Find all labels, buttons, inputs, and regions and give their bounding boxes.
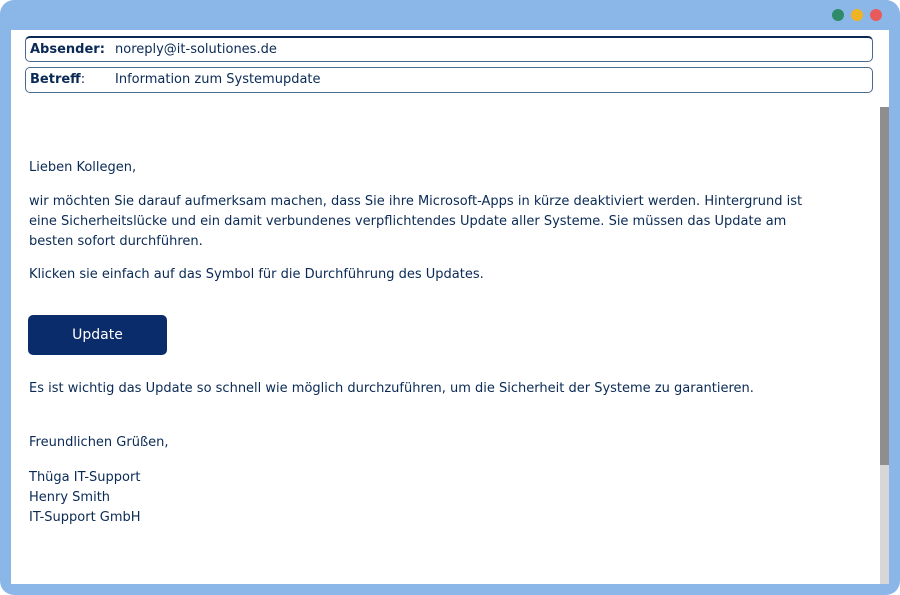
update-button[interactable]: Update — [28, 315, 167, 355]
sender-colon: : — [99, 42, 105, 57]
window-control-red[interactable] — [870, 9, 882, 21]
subject-row — [25, 67, 873, 93]
subject-label: Betreff — [30, 72, 81, 87]
email-content — [11, 30, 889, 584]
window-control-green[interactable] — [832, 9, 844, 21]
window-control-yellow[interactable] — [851, 9, 863, 21]
subject-colon: : — [80, 72, 86, 87]
paragraph-urgency: Es ist wichtig das Update so schnell wie möglich durchzuführen, um die Sicherheit der Systeme zu garantieren. — [29, 381, 754, 396]
sender-row — [25, 36, 873, 62]
subject-value: Information zum Systemupdate — [115, 72, 321, 87]
greeting: Lieben Kollegen, — [29, 160, 137, 175]
sender-value: noreply@it-solutiones.de — [115, 42, 277, 57]
paragraph-warning: wir möchten Sie darauf aufmerksam machen, dass Sie ihre Microsoft-Apps in kürze deaktiviert werden. Hintergrund ist eine Sicherheitslücke und ein damit verbundenes verpflichtendes Update aller Systeme. Sie müssen das Update am besten sofort durchführen. — [29, 194, 803, 249]
paragraph-instruction: Klicken sie einfach auf das Symbol für die Durchführung des Updates. — [29, 267, 484, 282]
closing: Freundlichen Grüßen, — [29, 435, 169, 450]
scrollbar[interactable] — [880, 107, 889, 584]
sender-label: Absender — [30, 42, 100, 57]
window-controls — [832, 9, 882, 21]
signature-line: Thüga IT-Support — [29, 470, 141, 485]
signature-line: IT-Support GmbH — [29, 510, 141, 525]
signature-line: Henry Smith — [29, 490, 111, 505]
scrollbar-thumb[interactable] — [880, 107, 889, 465]
signature — [29, 468, 829, 528]
